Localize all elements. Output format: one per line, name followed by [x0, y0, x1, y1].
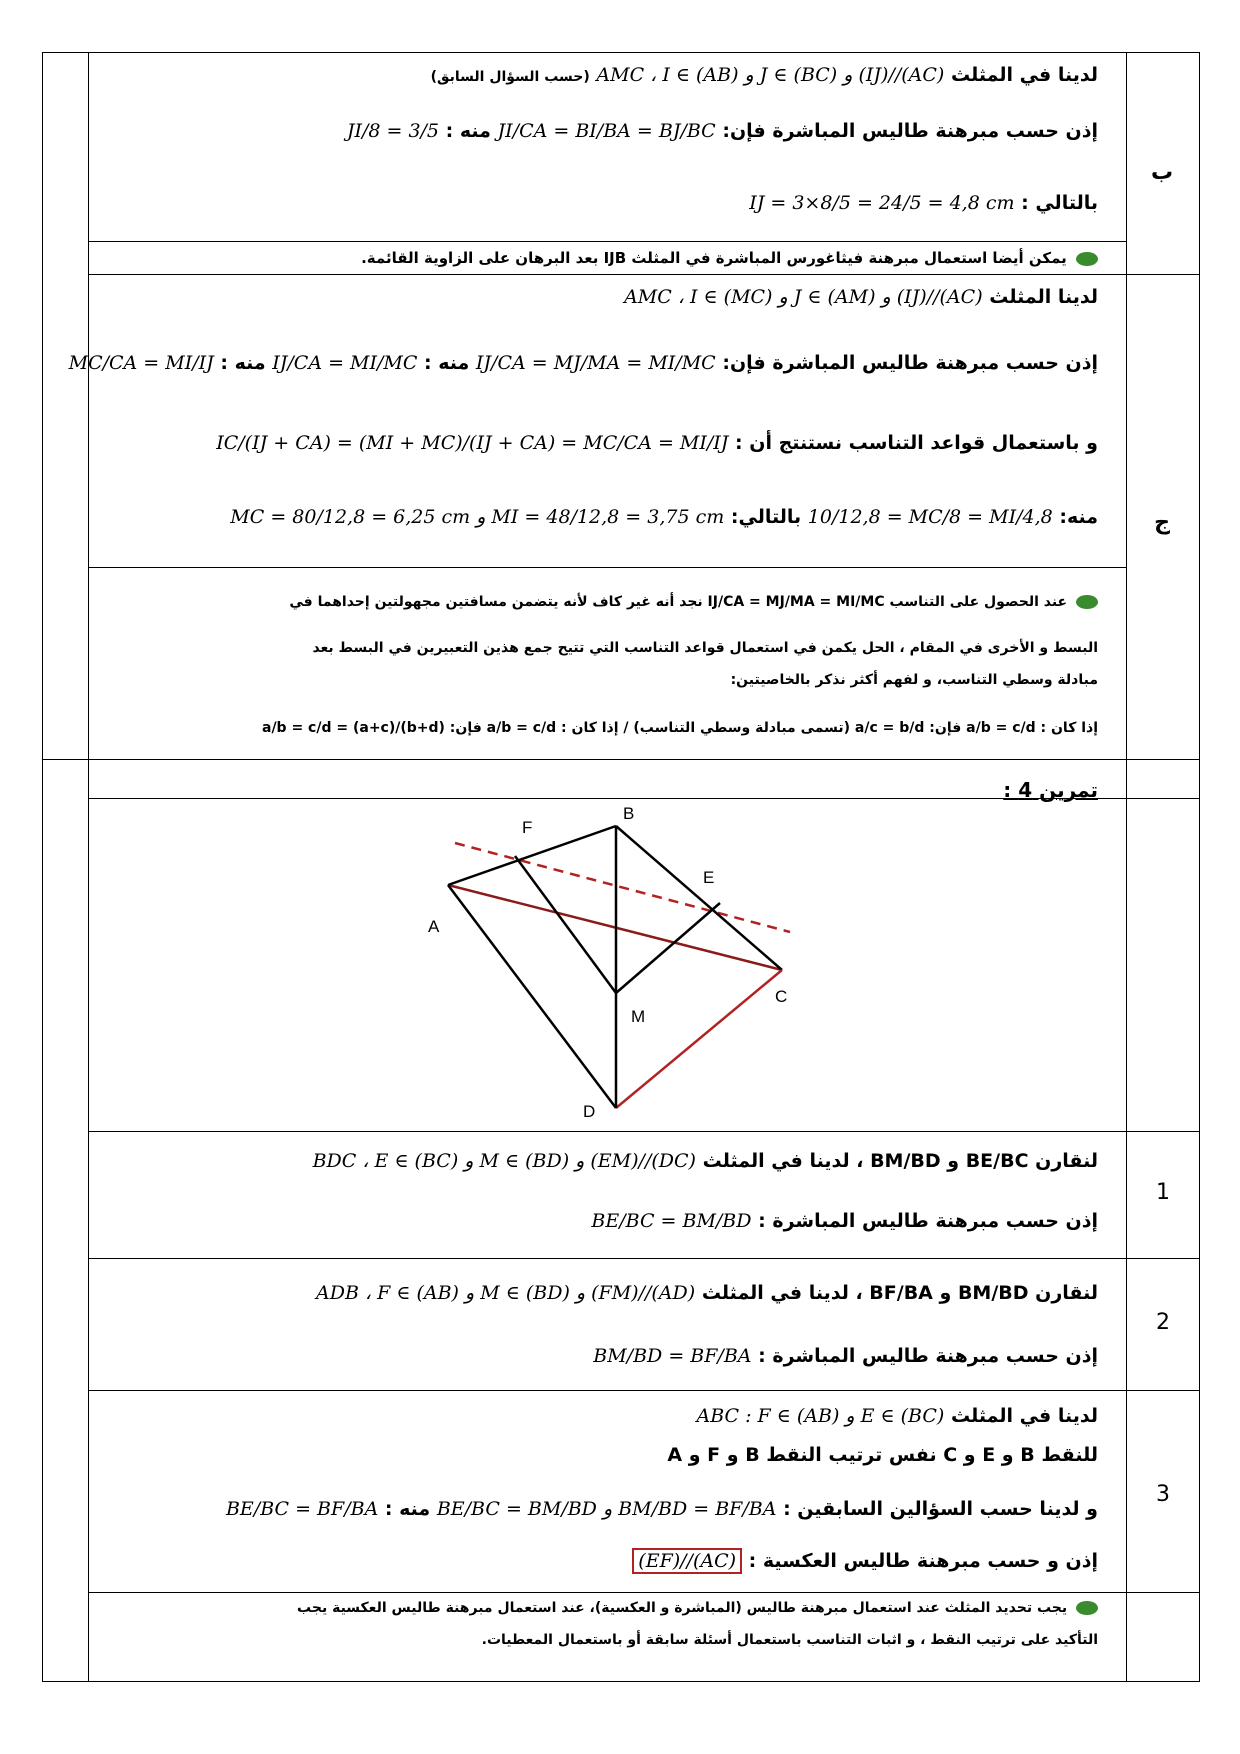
q3-line-4-text: إذن و حسب مبرهنة طاليس العكسية : [748, 1550, 1098, 1572]
point-label-c: C [775, 987, 788, 1006]
right-column-divider [1126, 52, 1127, 1682]
q3-line-1 [696, 1405, 1098, 1428]
j-line-2-text2: منه : [424, 352, 470, 374]
j-note-1-text: عند الحصول على التناسب IJ/CA = MJ/MA = MI/MC نجد أنه غير كاف لأنه يتضمن مسافتين مجهولتين إحداهما في [289, 594, 1068, 610]
speech-bubble-icon [1076, 1601, 1098, 1615]
b-line-1-math: AMC ، I ∈ (AB) و J ∈ (BC) و (IJ)//(AC) [596, 64, 945, 86]
q3-line-3-text: و لدينا حسب السؤالين السابقين : [783, 1498, 1098, 1520]
question-number-3: 3 [1156, 1482, 1170, 1507]
j-line-4-text: منه: [1059, 506, 1098, 528]
j-note-4-text: إذا كان : a/b = c/d فإن: a/c = b/d (تسمى مبادلة وسطي التناسب) / إذا كان : a/b = c/d فإن: a/b = c/d = (a+c)/(b+d) [262, 720, 1098, 736]
q1-line-1 [313, 1150, 1098, 1173]
row-divider [88, 567, 1126, 568]
j-note-3-text: مبادلة وسطي التناسب، و لفهم أكثر نذكر بالخاصيتين: [730, 672, 1098, 688]
j-line-2-math3: MC/CA = MI/IJ [68, 352, 214, 374]
point-label-d: D [583, 1102, 596, 1121]
q1-line-2-text: إذن حسب مبرهنة طاليس المباشرة : [758, 1210, 1098, 1232]
row-divider [88, 241, 1126, 242]
q3-line-4 [632, 1550, 1098, 1573]
section-label-j: ج [1154, 510, 1170, 535]
q3-line-1-math: ABC : F ∈ (AB) و E ∈ (BC) [696, 1405, 945, 1427]
point-label-f: F [522, 818, 533, 837]
q3-note-2-text: التأكيد على ترتيب النقط ، و اثبات التناسب باستعمال أسئلة سابقة أو باستعمال المعطيات. [481, 1632, 1098, 1648]
q2-line-2-math: BM/BD = BF/BA [593, 1345, 752, 1367]
point-label-b: B [623, 805, 635, 823]
q1-line-1-math: BDC ، E ∈ (BC) و M ∈ (BD) و (EM)//(DC) [312, 1150, 696, 1172]
segment-em [616, 903, 720, 993]
question-number-1: 1 [1156, 1180, 1170, 1205]
q3-conclusion-box: (EF)//(AC) [632, 1548, 742, 1574]
j-line-3 [216, 432, 1098, 455]
left-column-divider [88, 52, 89, 1682]
q2-line-2 [593, 1345, 1098, 1368]
b-note [361, 249, 1098, 267]
j-line-1-math: AMC ، I ∈ (MC) و J ∈ (AM) و (IJ)//(AC) [624, 286, 983, 308]
j-line-2-math: IJ/CA = MJ/MA = MI/MC [475, 352, 716, 374]
b-line-2-math2: JI/8 = 3/5 [346, 120, 440, 142]
q3-line-2-text: للنقط B و E و C نفس ترتيب النقط B و F و A [667, 1444, 1098, 1466]
j-line-1 [624, 286, 1098, 309]
q2-line-1 [316, 1282, 1098, 1305]
q1-line-2 [591, 1210, 1098, 1233]
q3-line-3-math2: BE/BC = BF/BA [225, 1498, 379, 1520]
segment-cd [616, 970, 782, 1108]
j-line-2-math2: IJ/CA = MI/MC [272, 352, 418, 374]
j-line-3-math: IC/(IJ + CA) = (MI + MC)/(IJ + CA) = MC/CA = MI/IJ [216, 432, 729, 454]
q3-note-1 [297, 1600, 1098, 1617]
j-note-3 [731, 672, 1098, 689]
j-line-1-text: لدينا المثلث [989, 286, 1098, 308]
b-line-3-text: بالتالي : [1021, 192, 1098, 214]
j-line-4-math: 10/12,8 = MC/8 = MI/4,8 [807, 506, 1053, 528]
q3-line-1-text: لدينا في المثلث [950, 1405, 1098, 1427]
j-line-2 [69, 352, 1098, 375]
j-line-2-text: إذن حسب مبرهنة طاليس المباشرة فإن: [722, 352, 1098, 374]
q3-note-2 [482, 1632, 1098, 1649]
b-line-2-text: إذن حسب مبرهنة طاليس المباشرة فإن: [722, 120, 1098, 142]
q1-line-1-text: لنقارن BE/BC و BM/BD ، لدينا في المثلث [702, 1150, 1098, 1172]
q3-line-3-text2: منه : [384, 1498, 431, 1520]
dashed-parallel-line [455, 843, 790, 932]
section-label-b: ب [1150, 160, 1174, 185]
j-line-4 [230, 506, 1098, 529]
q3-line-3 [226, 1498, 1098, 1521]
row-divider [88, 1258, 1200, 1259]
b-line-2-math: JI/CA = BI/BA = BJ/BC [497, 120, 716, 142]
q3-note-1-text: يجب تحديد المثلث عند استعمال مبرهنة طاليس (المباشرة و العكسية)، عند استعمال مبرهنة طاليس العكسية يجب [297, 1600, 1068, 1616]
row-divider [88, 1592, 1200, 1593]
j-line-2-text3: منه : [220, 352, 266, 374]
row-divider [88, 1390, 1200, 1391]
q3-line-3-math: BE/BC = BM/BD و BM/BD = BF/BA [436, 1498, 777, 1520]
point-label-m: M [631, 1007, 646, 1026]
segment-ad [448, 885, 616, 1108]
j-note-1 [289, 594, 1098, 611]
point-label-e: E [703, 868, 715, 887]
q2-line-1-math: ADB ، F ∈ (AB) و M ∈ (BD) و (FM)//(AD) [316, 1282, 696, 1304]
geometry-figure [420, 805, 800, 1125]
b-line-3 [749, 192, 1098, 215]
b-line-2 [347, 120, 1098, 143]
row-divider [88, 1131, 1200, 1132]
j-note-2-text: البسط و الأخرى في المقام ، الحل يكمن في استعمال قواعد التناسب التي تتيح جمع هذين التعبيرين في البسط بعد [312, 640, 1098, 656]
question-number-2: 2 [1156, 1310, 1170, 1335]
exercise-4-title: تمرين 4 : [1003, 778, 1098, 802]
q3-line-2 [667, 1444, 1098, 1467]
q1-line-2-math: BE/BC = BM/BD [591, 1210, 752, 1232]
b-line-2-text2: منه : [445, 120, 491, 142]
j-line-4-text2: بالتالي: [730, 506, 802, 528]
q2-line-1-text: لنقارن BM/BD و BF/BA ، لدينا في المثلث [701, 1282, 1098, 1304]
b-line-1 [431, 64, 1098, 87]
j-note-2 [312, 640, 1098, 657]
row-divider [88, 274, 1200, 275]
speech-bubble-icon [1076, 252, 1098, 266]
point-label-a: A [428, 917, 440, 936]
b-line-3-math: IJ = 3×8/5 = 24/5 = 4,8 cm [749, 192, 1015, 214]
j-line-4-math2: MC = 80/12,8 = 6,25 cm و MI = 48/12,8 = 3,75 cm [230, 506, 725, 528]
speech-bubble-icon [1076, 595, 1098, 609]
q2-line-2-text: إذن حسب مبرهنة طاليس المباشرة : [758, 1345, 1098, 1367]
b-note-text: يمكن أيضا استعمال مبرهنة فيثاغورس المباشرة في المثلث IJB بعد البرهان على الزاوية القائمة. [361, 249, 1067, 267]
b-line-1-note: (حسب السؤال السابق) [430, 69, 590, 85]
j-note-4 [262, 720, 1098, 737]
j-line-3-text: و باستعمال قواعد التناسب نستنتج أن : [735, 432, 1098, 454]
b-line-1-text: لدينا في المثلث [950, 64, 1098, 86]
row-divider [42, 759, 1200, 760]
